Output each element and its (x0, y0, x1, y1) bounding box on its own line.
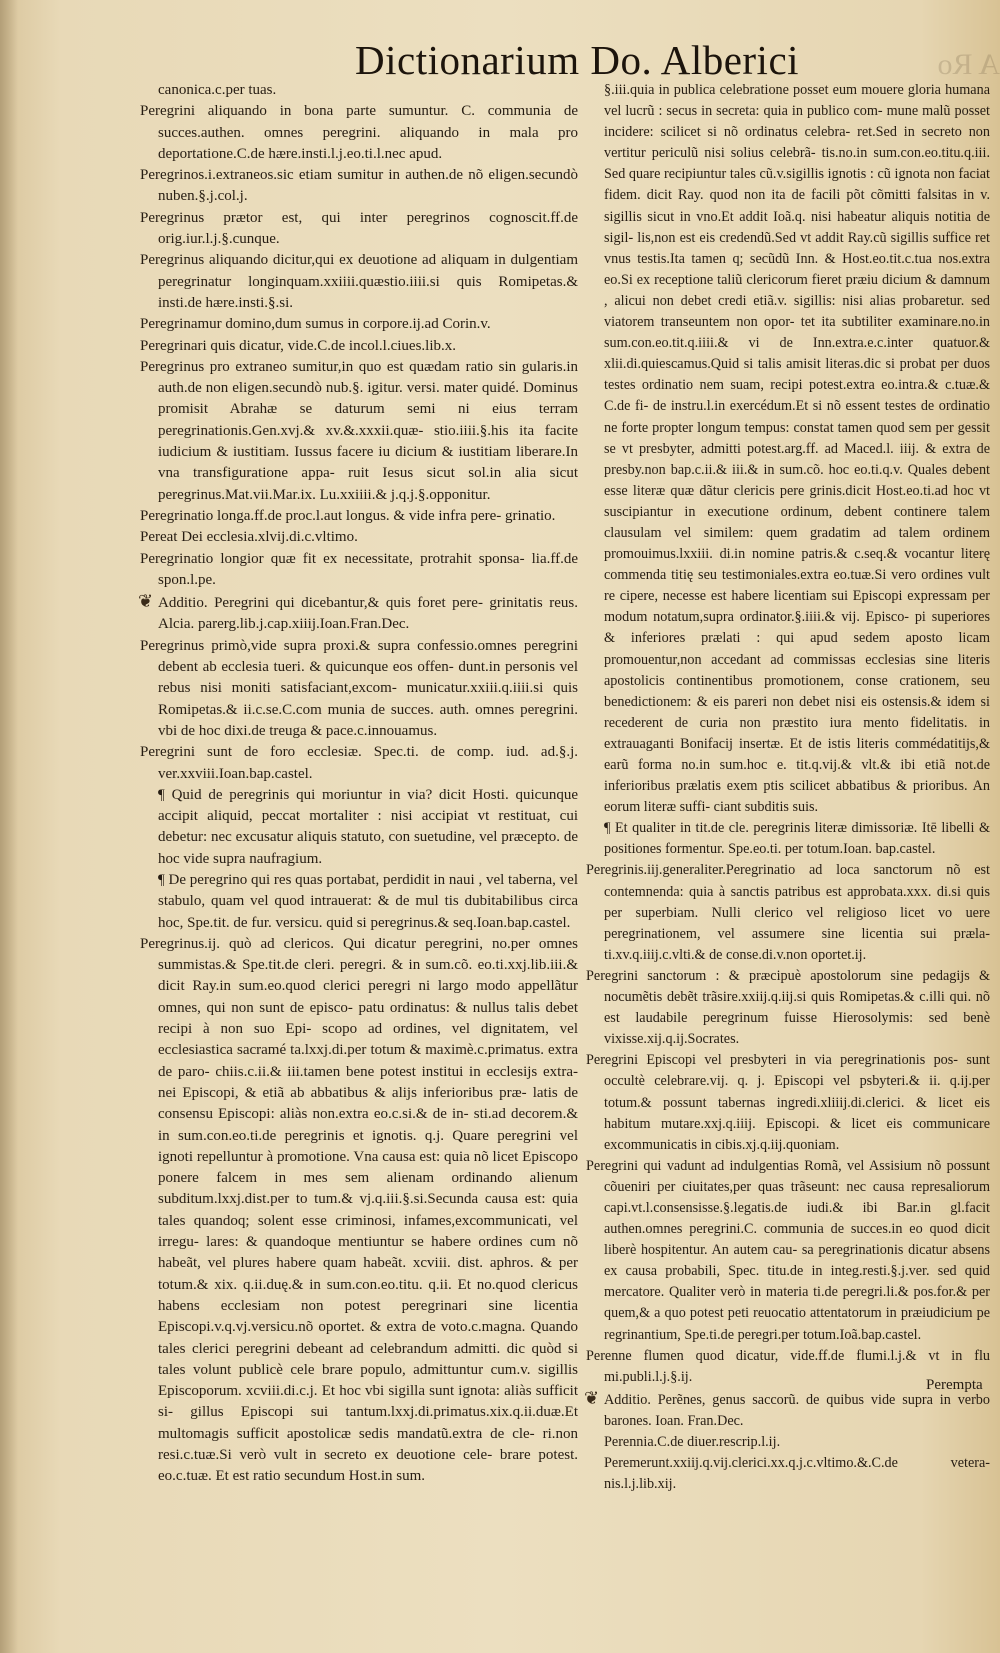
right-column (586, 80, 990, 1495)
entry-text: Peregrinos.i.extraneos.sic etiam sumitur in authen.de nõ eligen.secundò nuben.§.j.col.j. (140, 167, 578, 205)
dictionary-entry (140, 314, 578, 335)
entry-text: Peregrinus.ij. quò ad clericos. Qui dicatur peregrini, no.per omnes summistas.& Spe.tit.de cleri. peregri. & in sum.cõ. eo.ti.xxj.lib.iii.& dicit Ray.in sum.eo.quod clerici peregri ni largo modo appellãtur omnes, qui non sunt de episco- patu ordinatus: & nullus talis debet recipi à non suo Epi- scopo ad ordines, vel dignitatem, vel ecclesiastica sacramé ta.lxxj.di.per totum & maximè.c.primatus. extra de paro- chiis.c.ii.& iii.tamen bene potest institui in ecclesijs extra- nei Episcopi, & etiã ab abbatibus & alijs inferioribus præ- latis de consensu Episcopi: aliàs non.extra eo.c.si.& de in- sti.ad decorem.& in sum.con.eo.ti.de peregrinis et ignotis. q.j. Quare peregrini vel ignoti repelluntur à promotione. Vna causa est: quia nõ licet Episcopo ponere falcem in mes sem alienam ordinando alienum subditum.lxxj.dist.per to tum.& vj.q.iii.§.si.Secunda causa est: quia tales quandoq; solent esse criminosi, infames,excommunicati, vel irregu- lares: & quandoque mentiuntur se habere ordines cum nõ habeãt, vel plures habere quam habeãt. xcviii. dist. aphros. & per totum.& xix. q.ii.duę.& in sum.con.eo.titu. q.ii. Et no.quod clericus habens ecclesiam non potest peregrinari sine licentia Episcopi.v.q.vj.versicu.nõ oportet. & extra de voto.c.magna. Quando tales clerici peregrini debeant ad celebrandum admitti. dic quòd si tales volunt publicè cele brare populo, admittuntur cum.v. sigillis Episcoporum. xcviii.di.c.j. Et hoc vbi sigilla sunt ignota: aliàs sufficit si- gillus Episcopi sui tantum.lxxj.di.primatus.xix.q.ii.duæ.Et multomagis sufficit apostolicæ sedis mandatũ.extra de cle- ri.non resi.c.tuæ.Si verò vult in secreto ex deuotione cele- brare potest. eo.c.tuæ. Et est ratio secundum Host.in sum. (140, 935, 578, 1485)
dictionary-entry (140, 785, 578, 870)
additio-paragraph (586, 1388, 990, 1432)
dictionary-entry (586, 1050, 990, 1155)
dictionary-entry (140, 165, 578, 208)
dictionary-entry (140, 208, 578, 251)
bleed-through-text: A Ro (937, 48, 1000, 81)
dictionary-entry (140, 506, 578, 527)
dictionary-entry (586, 1453, 990, 1495)
dictionary-entry (140, 549, 578, 592)
entry-text: Peregrinamur domino,dum sumus in corpore.ij.ad Corin.v. (140, 316, 491, 333)
entry-text: Pereat Dei ecclesia.xlvij.di.c.vltimo. (140, 529, 358, 546)
entry-text: Peregrini aliquando in bona parte sumuntur. C. communia de succes.authen. omnes peregrini. aliquando in mala pro deportatione.C.de hære.insti.l.j.eo.ti.l.nec apud. (140, 103, 578, 162)
entry-text: Peregrinus aliquando dicitur,qui ex deuotione ad aliquam in dulgentiam peregrinatur longinquam.xxiiii.quæstio.iiii.si quis Romipetas.& insti.de hære.insti.§.si. (140, 252, 578, 311)
dictionary-entry (140, 357, 578, 506)
entry-text: canonica.c.per tuas. (158, 82, 277, 98)
dictionary-entry (140, 870, 578, 934)
entry-text: Perenne flumen quod dicatur, vide.ff.de flumi.l.j.& vt in flu mi.publi.l.j.§.ij. (586, 1347, 990, 1385)
entry-text: Additio. Peregrini qui dicebantur,& quis foret pere- grinitatis reus. Alcia. parerg.lib.j.cap.xiiij.Ioan.Fran.Dec. (158, 595, 578, 633)
dictionary-entry (140, 336, 578, 357)
binding-shadow (0, 0, 18, 1653)
entry-text: Peregrini Episcopi vel presbyteri in via peregrinationis pos- sunt occultè celebrare.vij. q. j. Episcopi vel psbyteri.& ii. q.ij.per totum.& possunt tabernas ingredi.xliiij.di.clerici. & licet eis habitum mutare.xxj.q.iiij. Episcopi. & licet eis communicare excommunicatis in cibis.xj.q.iij.quoniam. (586, 1052, 990, 1153)
entry-text: Peregrinus pro extraneo sumitur,in quo est quædam ratio sin gularis.in auth.de non eligen.secundò nub.§. igitur. versi. mater quidé. Dominus promisit Abrahæ se daturum semi ni eius terram peregrinationis.Gen.xvj.& xv.&.xxxii.quæ- stio.iiii.§.his ita facite iudicium & iustitiam. Iussus facere iu dicium & iustitiam liberare.In vna transfiguratione appa- ruit Iesus sicut sol.in alia sicut peregrinus.Mat.vii.Mar.ix. Lu.xxiiii.& j.q.j.§.opponitur. (140, 358, 578, 503)
entry-text: Peregrinatio longior quæ fit ex necessitate, protrahit sponsa- lia.ff.de spon.l.pe. (140, 550, 578, 588)
entry-text: ¶ De peregrino qui res quas portabat, perdidit in naui , vel taberna, vel stabulo, quam vel quod intrauerat: & de mul tis dubitabilibus circa hoc, Spe.tit. de fur. versicu. quid si peregrinus.& seq.Ioan.bap.castel. (158, 871, 578, 931)
dictionary-entry (140, 250, 578, 314)
entry-text: ¶ Quid de peregrinis qui moriuntur in via? dicit Hosti. quicunque accipit aliquid, peccat mortaliter : nisi accipiat vt restituat, cui debetur: nec excusatur aliquis statuto, con suetudine, vel præcepto. de hoc vide supra naufragium. (158, 786, 578, 867)
entry-text: ¶ Et qualiter in tit.de cle. peregrinis literæ dimissoriæ. Itē libelli & positiones formentur. Spe.eo.ti. per totum.Ioan. bap.castel. (604, 820, 990, 858)
entry-text: Perennia.C.de diuer.rescrip.l.ij. (604, 1434, 781, 1450)
dictionary-entry (586, 818, 990, 860)
dictionary-entry (140, 934, 578, 1488)
entry-text: Peregrinatio longa.ff.de proc.l.aut longus. & vide infra pere- grinatio. (140, 507, 556, 524)
entry-text: Additio. Perẽnes, genus saccorũ. de quibus vide supra in verbo barones. Ioan. Fran.Dec. (604, 1391, 990, 1429)
dictionary-entry (586, 80, 990, 818)
entry-text: Peregrinari quis dicatur, vide.C.de incol.l.ciues.lib.x. (140, 337, 456, 354)
fleuron-icon: ❦ (584, 1387, 600, 1408)
dictionary-entry (140, 636, 578, 742)
entry-text: Peregrini qui vadunt ad indulgentias Romã, vel Assisium nõ possunt cõueniri per ciuitates,per quas trãseunt: nec causa represaliorum capi.vt.l.consensisse.§.legatis.de iudi.& ibi Bar.in gl.facit authen.omnes peregrini.C. communia de succes.in eo quod dicit liberè hospitentur. An autem cau- sa peregrinationis dicatur absens ex causa probabili, Spec. titu.de in integ.resti.§.j.ver. sed quid mercatore. Qualiter verò in materia ti.de peregri.li.& pos.for.& per quem,& a quo potest peti reuocatio attentatorum in præiudicium pe regrinantium, Spe.ti.de peregri.per totum.Ioã.bap.castel. (586, 1157, 990, 1343)
additio-paragraph (140, 591, 578, 636)
dictionary-entry (140, 742, 578, 785)
dictionary-entry (140, 527, 578, 548)
catchword: Perempta (926, 1377, 983, 1393)
dictionary-entry (140, 101, 578, 165)
entry-text: Peregrinus primò,vide supra proxi.& supra confessio.omnes peregrini debent ab ecclesia tueri. & quicunque eos offen- dunt.in personis vel rebus nisi moniti satisfaciant,excom- municatur.xxiii.q.iiii.si quis Romipetas.& ii.c.se.C.com munia de succes. auth. omnes peregrini. vbi de hoc dixi.de treuga & pace.c.innouamus. (140, 637, 578, 739)
dictionary-entry (586, 1432, 990, 1453)
entry-text: Peregrini sanctorum : & præcipuè apostolorum sine pedagijs & nocumẽtis debẽt trãsire.xxiij.q.iij.si quis Romipetas.& c.illi qui. nõ est laudabile peregrinum fuisse Hierosolymis: sed benè vixisse.xij.q.ij.Socrates. (586, 967, 990, 1048)
entry-text: Peremerunt.xxiij.q.vij.clerici.xx.q.j.c.vltimo.&.C.de vetera- nis.l.j.lib.xij. (604, 1455, 990, 1493)
dictionary-entry (140, 80, 578, 101)
entry-text: §.iii.quia in publica celebratione posset eum mouere gloria humana vel lucrũ : secus in secreta: quia in publico com- mune malũ posset incidere: scilicet si nõ ordinatus celebra- ret.Sed in secreto non vertitur periculũ nisi solius celebrã- tis.no.in sum.con.eo.titu.q.iii. Sed quare recipiuntur tales cũ.v.sigillis ignotis : cũ ignota non faciat fidem. dicit Ray. quod non ita de facili põt cõmitti falsitas in v. sigillis sicut in vno.Et addit Ioã.q. nisi habeatur aliquis notitia de sigil- lis,non est eis credendũ.Sed vt addit Ray.cũ sigillis suffice ret vnus testis.Ita tamen q; secũdũ Inn. & Host.eo.tit.c.tua nos.extra eo.Si ex receptione taliũ clericorum fieret præiu dicium & damnum , alicui non debet credi etiã.v. sigillis: nisi alias probaretur. sed viatorem transeuntem non opor- tet ita subtiliter examinare.no.in sum.con.eo.tit.q.iiii.& vi de Inn.extra.e.c.inter quatuor.& xlii.di.quiescamus.Quid si talis amisit literas.dic si probat per duos testes ordinatio nem suam, recipi potest.extra eo.intra.& c.tuæ.& C.de fi- de instru.l.in exercédum.Et si nõ essent testes de ordinatio ne forte propter longum tempus: constat tamen quod sem per gessit se vt presbyter, admitti potest.arg.ff. ad Maced.l. iiij. & extra de presby.non bap.c.ii.& iii.& in sum.cõ. hoc eo.ti.q.v. Quales debent esse literæ quæ dãtur clericis pere grinis.dicit Host.eo.ti.ad hoc vt suscipiantur in executione ordinum, debent continere talem clausulam vel similem: quem gradatim ad talem ordinem promouimus.lxxiii. di.in nomine patris.& c.seq.& vocantur literę commenda titię seu testimoniales.extra eo.tuæ.Si vero ordines vult re cipere, necesse est habere licentiam sui Episcopi expressam per modum notatum,supra ordinator.§.iiii.& vij. Episco- pi superiores & inferiores prælati : qui apud sedem aposto licam promouentur,non accedant ad commissas ecclesias sine literis apostolicis continentibus promotionem, conse crationem, seu benedictionem: & eis pareri non debet nisi eis ostensis.& idem si recederent de curia non præstito iura mento fidelitatis. in extrauaganti Bonifacij insertæ. Et de istis literis commédatitijs,& earũ forma no.in sum.hoc e. tit.q.vij.& vlt.& ibi etiã not.de inferioribus prælatis exem ptis scilicet abbatibus & prioribus. An eorum literæ suffi- ciant subditis suis. (604, 82, 990, 816)
entry-text: Peregrini sunt de foro ecclesiæ. Spec.ti. de comp. iud. ad.§.j. ver.xxviii.Ioan.bap.castel. (140, 744, 578, 782)
entry-text: Peregrinus prætor est, qui inter peregrinos cognoscit.ff.de orig.iur.l.j.§.cunque. (140, 209, 578, 248)
entry-text: Peregrinis.iij.generaliter.Peregrinatio ad loca sanctorum nõ est contemnenda: quia à sanctis patribus est approbata.xxx. di.si quis per superbiam. Nulli clerico vel religioso licet vo uere peregrinationem, vel assumere sine licentia sui præla- ti.xv.q.iiij.c.vlti.& de conse.di.v.non oportet.ij. (586, 862, 990, 963)
fleuron-icon: ❦ (138, 591, 154, 612)
dictionary-entry (586, 1156, 990, 1346)
dictionary-entry (586, 860, 990, 965)
left-column (140, 80, 578, 1488)
dictionary-entry (586, 966, 990, 1050)
running-header: Dictionarium Do. Alberici (355, 37, 800, 83)
